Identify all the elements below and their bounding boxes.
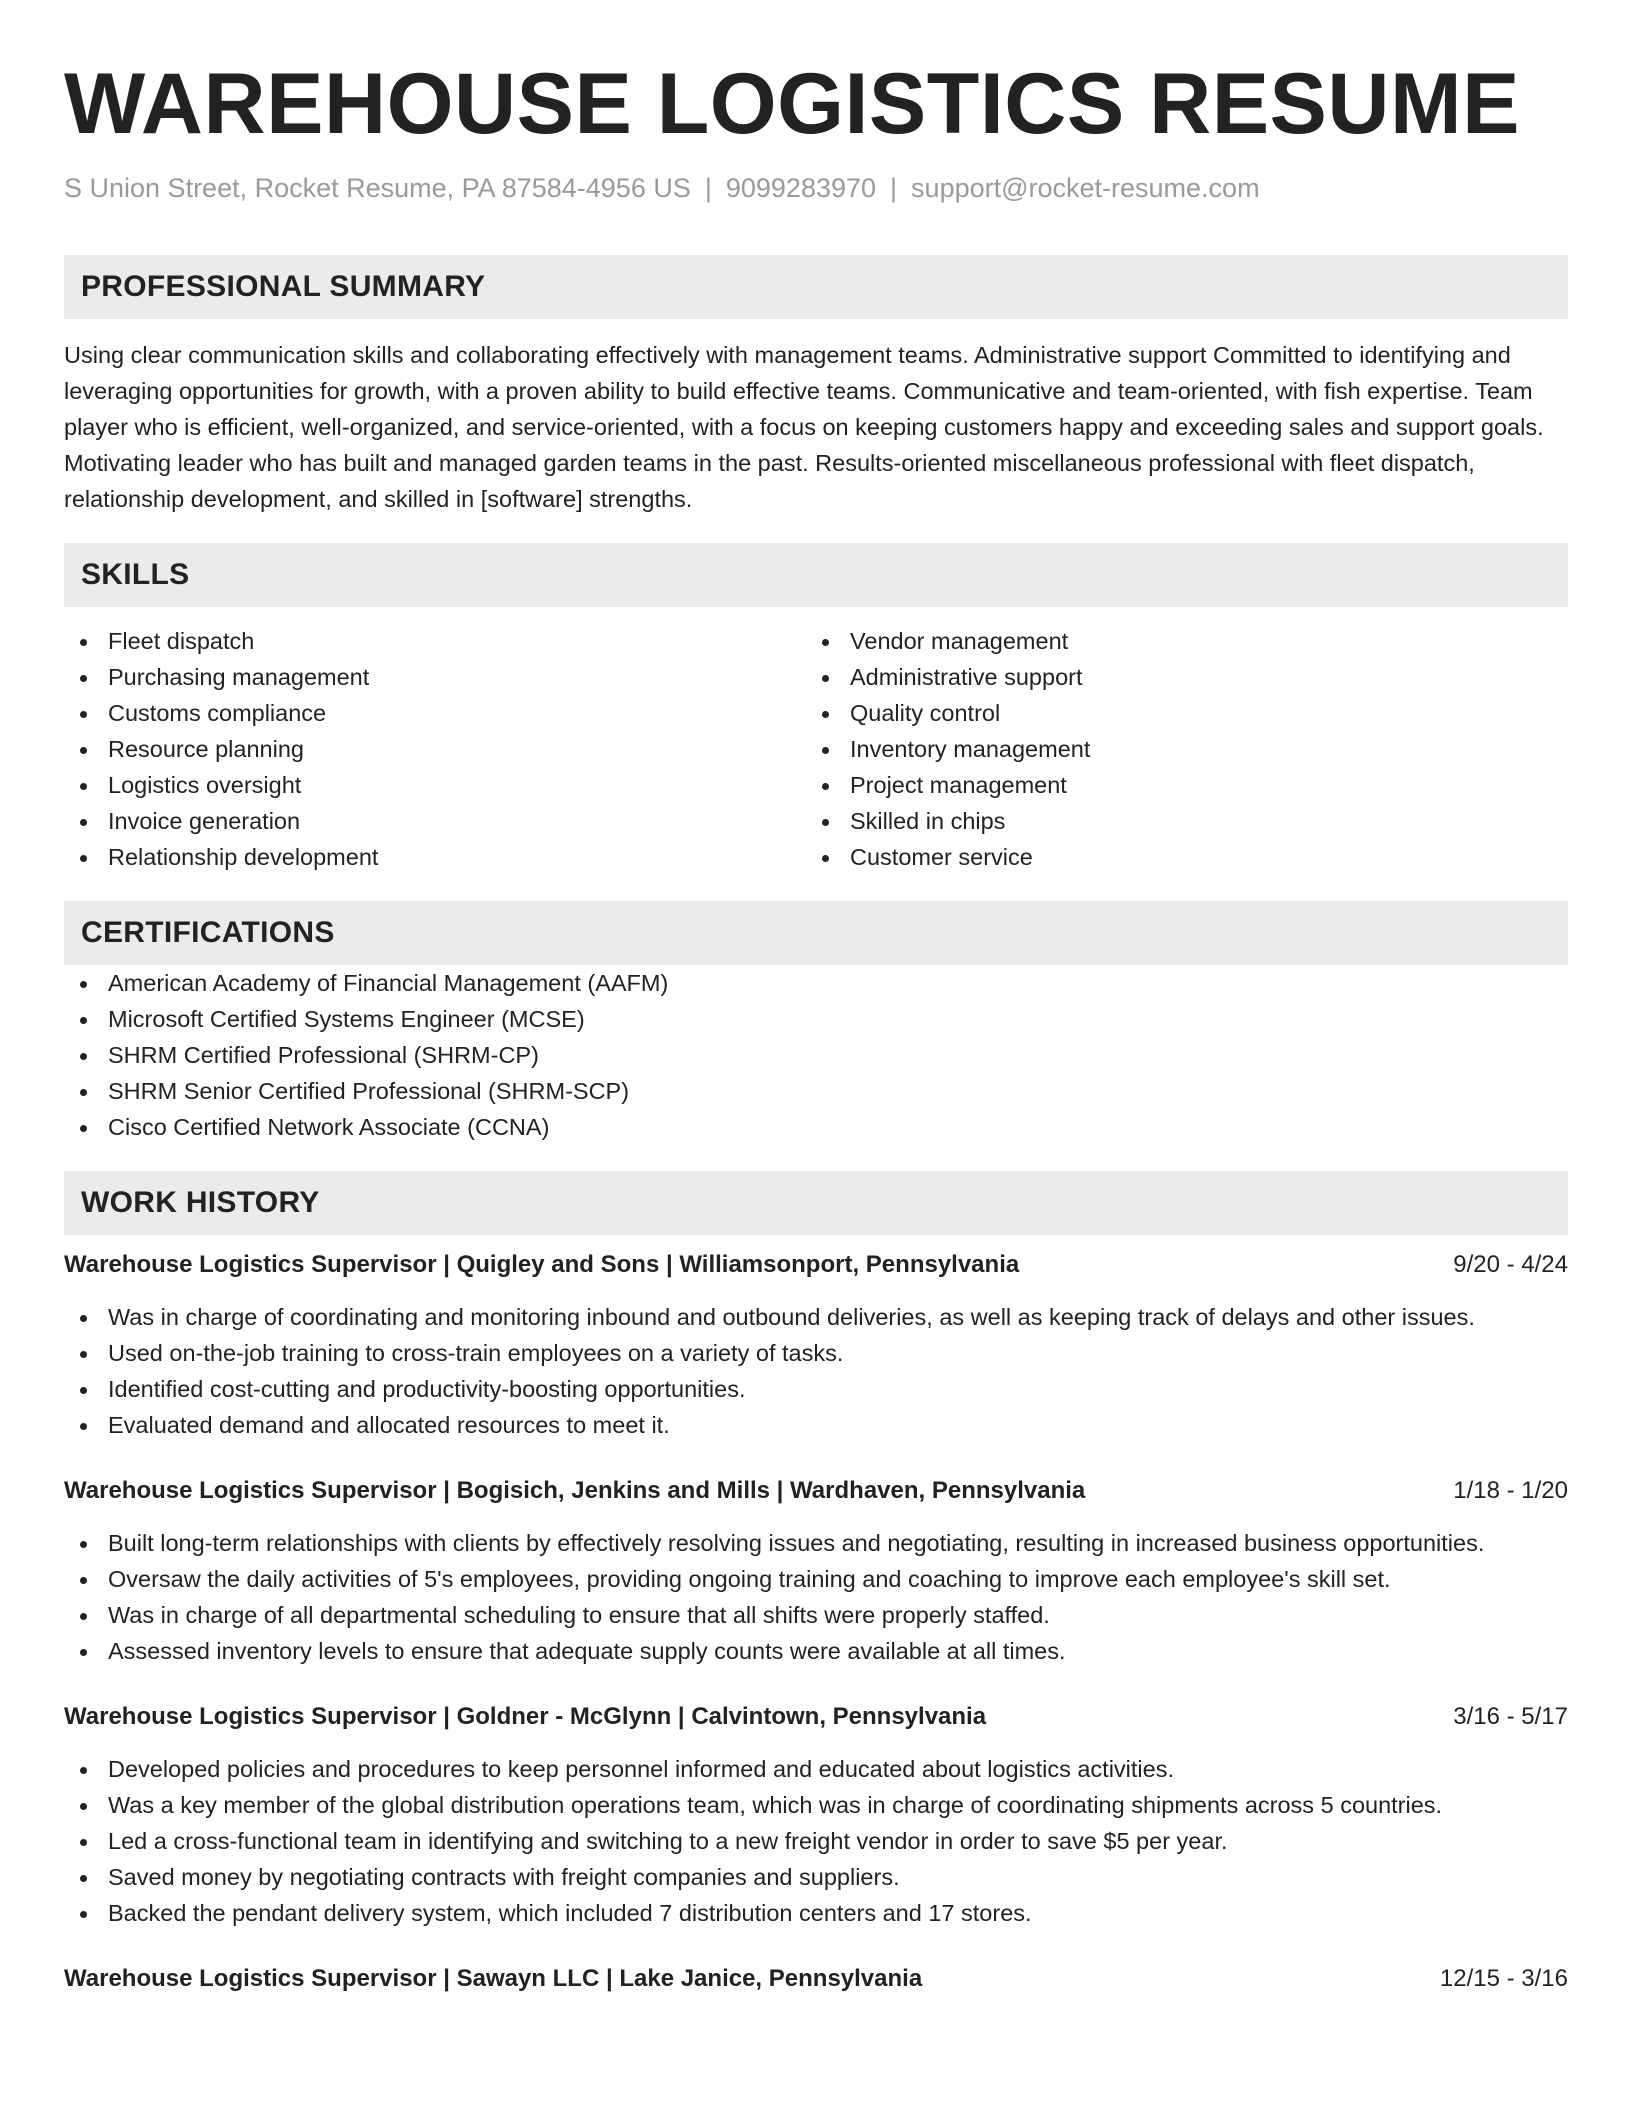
certification-item: American Academy of Financial Management (AAFM) <box>64 965 1568 1001</box>
skills-grid <box>64 623 1568 875</box>
job-bullet: Oversaw the daily activities of 5's employees, providing ongoing training and coaching to improve each employee's skill set. <box>64 1561 1568 1597</box>
skill-item: Project management <box>806 767 1548 803</box>
skill-item: Fleet dispatch <box>64 623 806 659</box>
skill-item: Relationship development <box>64 839 806 875</box>
job-title-line: Warehouse Logistics Supervisor | Bogisich, Jenkins and Mills | Wardhaven, Pennsylvania <box>64 1477 1086 1504</box>
job-dates: 9/20 - 4/24 <box>1453 1251 1568 1278</box>
job-bullet: Was in charge of all departmental scheduling to ensure that all shifts were properly staffed. <box>64 1597 1568 1633</box>
job-header <box>64 1699 1568 1735</box>
job-entry <box>64 1473 1568 1669</box>
certification-item: SHRM Senior Certified Professional (SHRM-SCP) <box>64 1073 1568 1109</box>
job-header <box>64 1473 1568 1509</box>
job-bullet: Was a key member of the global distribution operations team, which was in charge of coordinating shipments across 5 countries. <box>64 1787 1568 1823</box>
skills-list-right <box>806 623 1548 875</box>
job-bullet: Led a cross-functional team in identifying and switching to a new freight vendor in order to save $5 per year. <box>64 1823 1568 1859</box>
contact-email: support@rocket-resume.com <box>911 173 1260 203</box>
job-header <box>64 1961 1568 1997</box>
job-dates: 1/18 - 1/20 <box>1453 1477 1568 1504</box>
job-header <box>64 1247 1568 1283</box>
job-entry <box>64 1961 1568 1997</box>
job-title-line: Warehouse Logistics Supervisor | Sawayn LLC | Lake Janice, Pennsylvania <box>64 1965 923 1992</box>
job-bullet: Evaluated demand and allocated resources to meet it. <box>64 1407 1568 1443</box>
certifications-section-header: CERTIFICATIONS <box>64 901 1568 965</box>
job-bullet: Backed the pendant delivery system, which included 7 distribution centers and 17 stores. <box>64 1895 1568 1931</box>
skill-item: Customer service <box>806 839 1548 875</box>
job-bullet: Saved money by negotiating contracts with freight companies and suppliers. <box>64 1859 1568 1895</box>
certification-item: Cisco Certified Network Associate (CCNA) <box>64 1109 1568 1145</box>
contact-separator: | <box>890 173 898 203</box>
job-bullet: Identified cost-cutting and productivity-boosting opportunities. <box>64 1371 1568 1407</box>
skill-item: Administrative support <box>806 659 1548 695</box>
job-dates: 3/16 - 5/17 <box>1453 1703 1568 1730</box>
skill-item: Vendor management <box>806 623 1548 659</box>
job-title-line: Warehouse Logistics Supervisor | Goldner - McGlynn | Calvintown, Pennsylvania <box>64 1703 987 1730</box>
summary-text: Using clear communication skills and collaborating effectively with management teams. Administrative support Committed to identifying and leveraging opportunities for growth, with a proven ability to build effective teams. Communicative and team-oriented, with fish expertise. Team player who is efficient, well-organized, and service-oriented, with a focus on keeping customers happy and exceeding sales and support goals. Motivating leader who has built and managed garden teams in the past. Results-oriented miscellaneous professional with fleet dispatch, relationship development, and skilled in [software] strengths. <box>64 342 1544 512</box>
certification-item: SHRM Certified Professional (SHRM-CP) <box>64 1037 1568 1073</box>
job-bullets <box>64 1751 1568 1931</box>
resume-page <box>64 0 1568 1997</box>
contact-address: S Union Street, Rocket Resume, PA 87584-4956 US <box>64 173 691 203</box>
skill-item: Logistics oversight <box>64 767 806 803</box>
contact-separator: | <box>704 173 712 203</box>
skill-item: Inventory management <box>806 731 1548 767</box>
job-title-line: Warehouse Logistics Supervisor | Quigley and Sons | Williamsonport, Pennsylvania <box>64 1251 1020 1278</box>
certifications-list <box>64 965 1568 1145</box>
skills-section-header: SKILLS <box>64 543 1568 607</box>
contact-phone: 9099283970 <box>725 173 877 203</box>
summary-section-header: PROFESSIONAL SUMMARY <box>64 255 1568 319</box>
skill-item: Purchasing management <box>64 659 806 695</box>
contact-line <box>64 172 1568 204</box>
job-bullet: Assessed inventory levels to ensure that adequate supply counts were available at all times. <box>64 1633 1568 1669</box>
job-bullet: Used on-the-job training to cross-train employees on a variety of tasks. <box>64 1335 1568 1371</box>
resume-title: WAREHOUSE LOGISTICS RESUME <box>64 56 1521 152</box>
job-bullet: Built long-term relationships with clients by effectively resolving issues and negotiating, resulting in increased business opportunities. <box>64 1525 1568 1561</box>
job-bullets <box>64 1299 1568 1443</box>
job-bullet: Developed policies and procedures to keep personnel informed and educated about logistics activities. <box>64 1751 1568 1787</box>
job-bullets <box>64 1525 1568 1669</box>
job-entry <box>64 1699 1568 1931</box>
skill-item: Customs compliance <box>64 695 806 731</box>
job-entry <box>64 1247 1568 1443</box>
skill-item: Invoice generation <box>64 803 806 839</box>
skills-list-left <box>64 623 806 875</box>
skill-item: Quality control <box>806 695 1548 731</box>
skill-item: Skilled in chips <box>806 803 1548 839</box>
work-history-section-header: WORK HISTORY <box>64 1171 1568 1235</box>
certification-item: Microsoft Certified Systems Engineer (MCSE) <box>64 1001 1568 1037</box>
skill-item: Resource planning <box>64 731 806 767</box>
job-bullet: Was in charge of coordinating and monitoring inbound and outbound deliveries, as well as keeping track of delays and other issues. <box>64 1299 1568 1335</box>
job-dates: 12/15 - 3/16 <box>1439 1965 1568 1992</box>
